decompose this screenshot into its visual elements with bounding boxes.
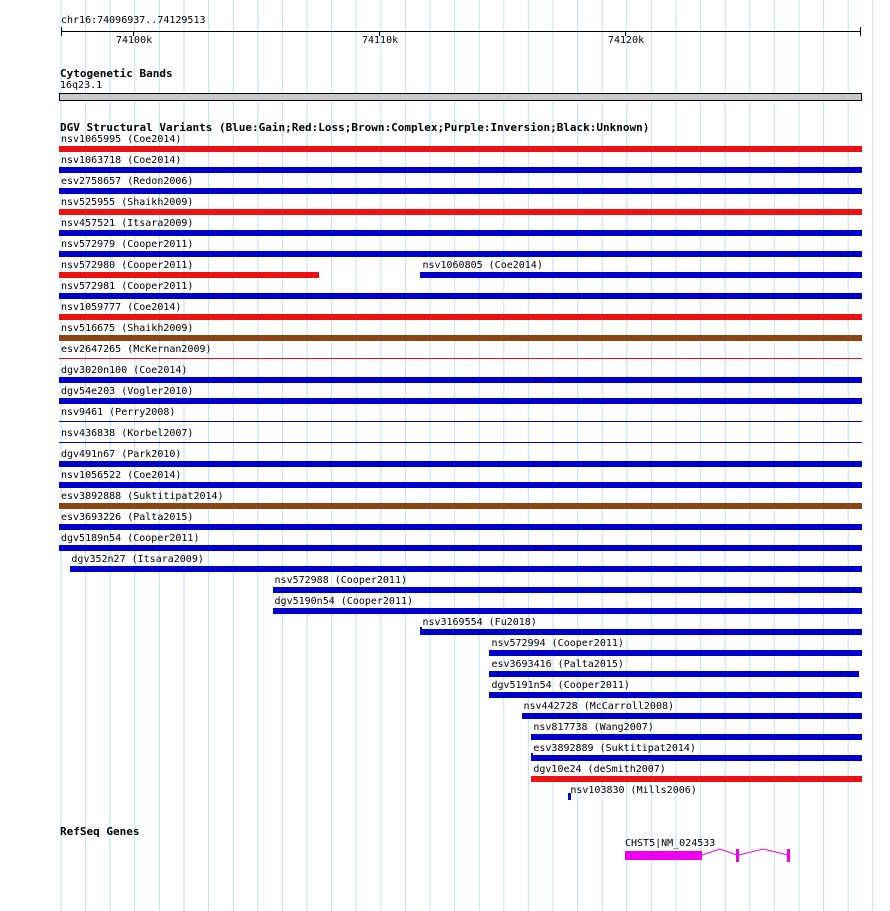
dgv-feature-bar[interactable]: [489, 671, 859, 677]
dgv-feature-label[interactable]: esv2647265 (McKernan2009): [61, 344, 212, 355]
dgv-feature-bar[interactable]: [59, 293, 862, 299]
dgv-feature-bar[interactable]: [489, 692, 862, 698]
dgv-feature-label[interactable]: nsv436838 (Korbel2007): [61, 428, 194, 439]
dgv-feature-label[interactable]: nsv1060805 (Coe2014): [422, 260, 543, 271]
gene-intron: [739, 849, 788, 855]
cytoband-band[interactable]: [59, 93, 862, 101]
dgv-feature-bar[interactable]: [59, 314, 862, 320]
ruler-tick-label: 74100k: [116, 35, 153, 46]
dgv-feature-bar[interactable]: [420, 272, 862, 278]
dgv-feature-bar[interactable]: [59, 358, 862, 359]
ruler-tick-label: 74120k: [608, 35, 645, 46]
dgv-feature-label[interactable]: dgv54e203 (Vogler2010): [61, 386, 194, 397]
dgv-feature-label[interactable]: esv2758657 (Redon2006): [61, 176, 194, 187]
ruler-coordinates: chr16:74096937..74129513: [61, 15, 206, 26]
dgv-feature-label[interactable]: nsv442728 (McCarroll2008): [523, 701, 675, 712]
dgv-feature-label[interactable]: esv3693416 (Palta2015): [491, 659, 624, 670]
dgv-feature-bar[interactable]: [420, 629, 862, 635]
dgv-feature-bar[interactable]: [70, 566, 862, 572]
ruler-end-tick: [61, 27, 62, 36]
dgv-feature-bar[interactable]: [59, 167, 862, 173]
dgv-feature-label[interactable]: nsv525955 (Shaikh2009): [61, 197, 194, 208]
gene-model[interactable]: [620, 846, 800, 868]
dgv-feature-label[interactable]: nsv457521 (Itsara2009): [61, 218, 194, 229]
dgv-feature-label[interactable]: nsv1063718 (Coe2014): [61, 155, 182, 166]
dgv-feature-bar[interactable]: [59, 524, 862, 530]
dgv-feature-label[interactable]: nsv817738 (Wang2007): [533, 722, 654, 733]
dgv-feature-label[interactable]: nsv572988 (Cooper2011): [274, 575, 407, 586]
dgv-feature-bar[interactable]: [59, 335, 862, 341]
dgv-feature-label[interactable]: nsv1056522 (Coe2014): [61, 470, 182, 481]
gene-exon: [736, 849, 739, 862]
dgv-feature-bar[interactable]: [59, 377, 862, 383]
dgv-feature-bar[interactable]: [59, 503, 862, 509]
dgv-feature-bar[interactable]: [531, 755, 862, 761]
dgv-feature-bar[interactable]: [59, 251, 862, 257]
dgv-feature-label[interactable]: esv3892889 (Suktitipat2014): [533, 743, 696, 754]
dgv-feature-label[interactable]: nsv3169554 (Fu2018): [422, 617, 537, 628]
dgv-feature-label[interactable]: dgv3020n100 (Coe2014): [61, 365, 188, 376]
dgv-feature-bar[interactable]: [273, 587, 862, 593]
dgv-feature-label[interactable]: nsv572980 (Cooper2011): [61, 260, 194, 271]
dgv-feature-label[interactable]: esv3892888 (Suktitipat2014): [61, 491, 224, 502]
dgv-feature-bar[interactable]: [59, 209, 862, 215]
dgv-feature-bar[interactable]: [59, 461, 862, 467]
dgv-feature-label[interactable]: dgv491n67 (Park2010): [61, 449, 182, 460]
dgv-feature-label[interactable]: dgv5191n54 (Cooper2011): [491, 680, 630, 691]
dgv-feature-label[interactable]: nsv572994 (Cooper2011): [491, 638, 624, 649]
dgv-track-title: DGV Structural Variants (Blue:Gain;Red:Loss;Brown:Complex;Purple:Inversion;Black:Unknown): [60, 121, 650, 134]
dgv-feature-bar[interactable]: [59, 230, 862, 236]
gene-exon: [625, 851, 702, 860]
dgv-feature-bar[interactable]: [489, 650, 862, 656]
dgv-feature-bar[interactable]: [568, 793, 570, 800]
dgv-feature-label[interactable]: dgv10e24 (deSmith2007): [533, 764, 666, 775]
dgv-feature-bar[interactable]: [59, 188, 862, 194]
dgv-feature-label[interactable]: nsv9461 (Perry2008): [61, 407, 176, 418]
dgv-feature-label[interactable]: esv3693226 (Palta2015): [61, 512, 194, 523]
dgv-feature-bar[interactable]: [531, 734, 862, 740]
dgv-feature-label[interactable]: nsv103830 (Mills2006): [570, 785, 697, 796]
dgv-feature-bar[interactable]: [59, 272, 319, 278]
dgv-feature-label[interactable]: dgv352n27 (Itsara2009): [71, 554, 204, 565]
dgv-feature-label[interactable]: nsv516675 (Shaikh2009): [61, 323, 194, 334]
cytoband-label: 16q23.1: [60, 80, 103, 91]
gene-exon: [787, 849, 790, 862]
ruler-axis: [61, 31, 861, 32]
dgv-feature-bar[interactable]: [59, 398, 862, 404]
dgv-feature-bar[interactable]: [59, 482, 862, 488]
gene-intron: [702, 849, 737, 855]
refseq-track-title: RefSeq Genes: [60, 825, 140, 838]
dgv-feature-bar[interactable]: [273, 608, 862, 614]
dgv-feature-bar[interactable]: [59, 421, 862, 422]
dgv-feature-bar[interactable]: [522, 713, 862, 719]
dgv-feature-cap: [531, 753, 533, 761]
dgv-feature-label[interactable]: nsv1065995 (Coe2014): [61, 134, 182, 145]
dgv-feature-bar[interactable]: [59, 545, 862, 551]
dgv-feature-label[interactable]: nsv572981 (Cooper2011): [61, 281, 194, 292]
gene-label: CHST5|NM_024533: [625, 838, 716, 849]
dgv-feature-bar[interactable]: [59, 146, 862, 152]
cytoband-track-title: Cytogenetic Bands: [60, 67, 173, 80]
ruler-tick-label: 74110k: [362, 35, 399, 46]
dgv-feature-bar[interactable]: [59, 442, 862, 443]
dgv-feature-bar[interactable]: [531, 776, 862, 782]
ruler-end-tick: [860, 27, 861, 36]
dgv-feature-cap: [420, 627, 422, 635]
dgv-feature-label[interactable]: nsv572979 (Cooper2011): [61, 239, 194, 250]
dgv-feature-label[interactable]: dgv5190n54 (Cooper2011): [274, 596, 414, 607]
dgv-feature-label[interactable]: dgv5189n54 (Cooper2011): [61, 533, 200, 544]
dgv-feature-label[interactable]: nsv1059777 (Coe2014): [61, 302, 182, 313]
